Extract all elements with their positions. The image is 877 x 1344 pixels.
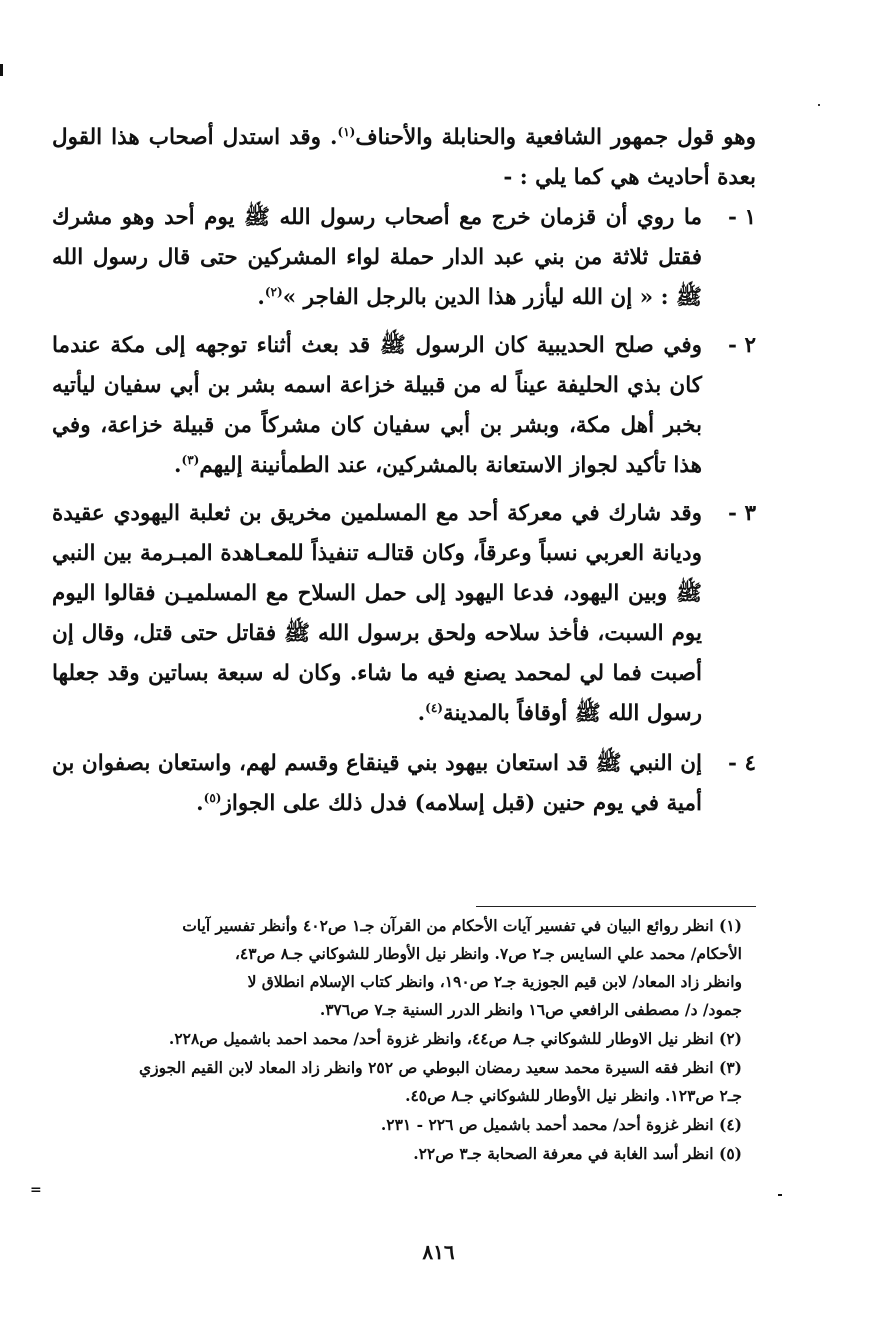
scan-speck (818, 104, 820, 106)
item-number: ٤ - (728, 751, 756, 776)
item-number: ١ - (728, 205, 756, 230)
item-end: . (417, 701, 426, 726)
footnote (44, 1111, 742, 1139)
scan-margin-mark: = (30, 1182, 42, 1198)
footnote-ref: (١) (337, 124, 356, 139)
footnote-ref: (٥) (203, 790, 222, 805)
item-end: . (196, 791, 204, 816)
footnote-line: جمود/ د/ مصطفى الرافعي ص١٦ وانظر الدرر السنية جـ٧ ص٣٧٦. (319, 1000, 742, 1019)
intro-text: وهو قول جمهور الشافعية والحنابلة والأحناف (355, 125, 756, 150)
item-text: وقد شارك في معركة أحد مع المسلمين مخريق بن ثعلبة اليهودي عقيدة وديانة العربي نسباً وعرقاً، وكان قتالـه تنفيذاً للمعـاهدة المبـرمة بين النبي ﷺ وبين اليهود، فدعا اليهود إلى حمل السلاح مع المسلميـن فقالوا اليوم يوم السبت، فأخذ سلاحه ولحق برسول الله ﷺ فقاتل حتى قتل، وقال إن أصبت فما لي لمحمد يصنع فيه ما شاء. وكان له سبعة بساتين وقد جعلها رسول الله ﷺ أوقافاً بالمدينة (52, 501, 702, 726)
footnote (44, 912, 742, 1024)
item-text: ما روي أن قزمان خرج مع أصحاب رسول الله ﷺ يوم أحد وهو مشرك فقتل ثلاثة من بني عبد الدار حملة لواء المشركين حتى قال رسول الله ﷺ : « إن الله ليأزر هذا الدين بالرجل الفاجر » (52, 205, 702, 310)
intro-text-continued: . وقد استدل أصحاب هذا القول بعدة أحاديث هي كما يلي : - (52, 125, 756, 190)
footnote (44, 1140, 742, 1168)
scan-speck (778, 1194, 782, 1196)
footnote-divider (476, 906, 756, 907)
footnote-line: (١) انظر روائع البيان في تفسير آيات الأحكام من القرآن جـ١ ص٤٠٢ وأنظر تفسير آيات (182, 916, 742, 935)
list-item (52, 198, 756, 318)
main-text (52, 118, 756, 824)
item-number: ٢ - (728, 333, 756, 358)
list-item (52, 494, 756, 734)
footnote-line: الأحكام/ محمد علي السايس جـ٢ ص٧. وانظر نيل الأوطار للشوكاني جـ٨ ص٤٣، (234, 944, 742, 963)
item-text: وفي صلح الحديبية كان الرسول ﷺ قد بعث أثناء توجهه إلى مكة عندما كان بذي الحليفة عيناً له من قبيلة خزاعة اسمه بشر بن أبي سفيان ليأتيه بخبر أهل مكة، وبشر بن أبي سفيان كان مشركاً من قبيلة خزاعة، وفي هذا تأكيد لجواز الاستعانة بالمشركين، عند الطمأنينة إليهم (52, 333, 702, 478)
item-number: ٣ - (728, 501, 756, 526)
footnotes (44, 912, 742, 1169)
footnote-line: وانظر زاد المعاد/ لابن قيم الجوزية جـ٢ ص١٩٠، وانظر كتاب الإسلام انطلاق لا (247, 972, 742, 991)
intro-paragraph (52, 118, 756, 198)
scan-edge-mark (0, 64, 3, 76)
footnote-ref: (٢) (264, 284, 283, 299)
item-text: إن النبي ﷺ قد استعان بيهود بني قينقاع وقسم لهم، واستعان بصفوان بن أمية في يوم حنين (قبل إسلامه) فدل ذلك على الجواز (52, 751, 702, 816)
item-end: . (174, 453, 182, 478)
footnote-line: جـ٢ ص١٢٣. وانظر نيل الأوطار للشوكاني جـ٨ ص٤٥. (405, 1086, 742, 1105)
footnote-ref: (٤) (425, 700, 443, 715)
footnote-ref: (٣) (181, 452, 200, 467)
page-number: ٨١٦ (422, 1240, 455, 1264)
footnote-line: (٤) انظر غزوة أحد/ محمد أحمد باشميل ص ٢٢٦ - ٢٣١. (380, 1115, 742, 1134)
footnote-line: (٥) انظر أسد الغابة في معرفة الصحابة جـ٣ ص٢٢. (413, 1144, 742, 1163)
footnote-line: (٣) انظر فقه السيرة محمد سعيد رمضان البوطي ص ٢٥٢ وانظر زاد المعاد لابن القيم الجوزي (139, 1058, 742, 1077)
footnote (44, 1025, 742, 1053)
item-end: . (257, 285, 265, 310)
list-item (52, 744, 756, 824)
footnote-line: (٢) انظر نيل الاوطار للشوكاني جـ٨ ص٤٤، وانظر غزوة أحد/ محمد احمد باشميل ص٢٢٨. (168, 1029, 742, 1048)
footnote (44, 1054, 742, 1110)
list-item (52, 326, 756, 486)
